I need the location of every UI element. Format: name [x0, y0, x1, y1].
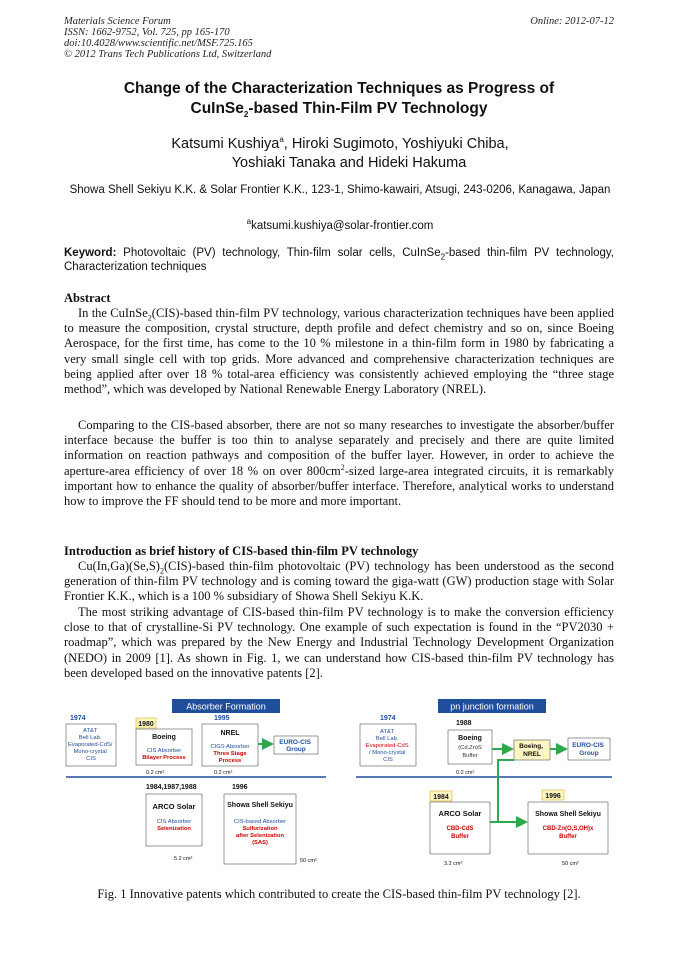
showa-sub: after Selenization — [236, 833, 284, 839]
connector-arrow — [490, 760, 514, 822]
boeing-nrel-line: NREL — [523, 751, 541, 758]
figure-caption: Fig. 1 Innovative patents which contributed to create the CIS-based thin-film PV technology [2]. — [97, 887, 581, 901]
para-text: In the CuInSe — [78, 306, 148, 320]
year-label: 1996 — [232, 784, 248, 791]
euro-line: Group — [286, 746, 306, 753]
title-line1: Change of the Characterization Techniques as Progress of — [123, 80, 555, 97]
para-sub: 2 — [147, 313, 152, 323]
para-text: (CIS)-based thin-film photovoltaic (PV) technology has been understood as the second generation of thin-film PV technology and is coming toward the giga-watt (GW) production stage with Solar Frontier K.K., which is a 100 % subsidiary of Showa Shell Sekiyu K.K. — [64, 559, 614, 604]
intro-paragraph-2 — [64, 605, 614, 681]
nrel-label: NREL — [220, 730, 240, 737]
para-text: (CIS)-based thin-film PV technology, various characterization techniques have been applied to measure the composition, crystal structure, depth profile and defect chemistry and so on, since Boeing Aerospace, for the first time, has come to the 10 % milestone in a thin-film form in 1980 by fabricating a very small single cell with top grids. More advanced and comprehensive characterization techniques are being applied after over 18 % total-area efficiency was consistently achieved employing the “three stage method”, which was developed by National Renewable Energy Laboratory (NREL). — [64, 306, 614, 397]
arco-sub: CBD-CdS — [446, 826, 474, 832]
showa-sub: Buffer — [559, 834, 577, 840]
showa-sub: CIS-based Absorber — [233, 819, 287, 825]
email-address: katsumi.kushiya@solar-frontier.com — [251, 220, 434, 232]
arco-sub: Selenization — [157, 826, 191, 832]
showa-sub: CBD-Zn(O,S,OH)x — [542, 826, 594, 832]
pn-banner-text: pn junction formation — [450, 701, 534, 712]
para-text: The most striking advantage of CIS-based thin-film PV technology is to make the conversion efficiency close to that of crystalline-Si PV technology. One example of such expectation is found in the “PV2030 + roadmap”, which was prepared by the New Energy and Industrial Technology Development Organization (NEDO) in 2009 [1]. As shown in Fig. 1, we can understand how CIS-based thin-film PV technology has been developed based on the innovative patents [2]. — [64, 605, 614, 680]
keywords-sub: 2 — [440, 252, 446, 262]
att-line: Bell Lab. — [375, 736, 399, 742]
affiliation: Showa Shell Sekiyu K.K. & Solar Frontier K.K., 123-1, Shimo-kawairi, Atsugi, 243-0206, Kanagawa, Japan — [69, 184, 611, 196]
author-name: Katsumi Kushiya — [171, 136, 280, 152]
arco-sub: Buffer — [451, 834, 469, 840]
keywords-text: -based thin-film PV technology, Characterization techniques — [64, 247, 615, 273]
doi: doi:10.4028/www.scientific.net/MSF.725.165 — [64, 38, 253, 49]
showa-sub: Sulfurization — [242, 826, 278, 832]
att-line: Mono-crystal — [73, 749, 107, 755]
authors-line2: Yoshiaki Tanaka and Hideki Hakuma — [231, 155, 467, 171]
att-line: Evaporated-CdS/ — [67, 742, 113, 748]
arco-label: ARCO Solar — [152, 802, 196, 811]
att-line: CIS — [383, 757, 393, 763]
keywords-label: Keyword: — [64, 247, 117, 259]
abstract-paragraph-1 — [64, 306, 614, 397]
figure-1-diagram — [64, 692, 614, 880]
copyright: © 2012 Trans Tech Publications Ltd, Switzerland — [64, 49, 272, 60]
att-line: AT&T — [83, 728, 98, 734]
att-line: Evaporated-CdS — [365, 743, 409, 749]
year-label: 1995 — [214, 715, 230, 722]
boeing-nrel-line: Boeing, — [519, 743, 544, 750]
intro-paragraph-1 — [64, 559, 614, 605]
area-label: 0.2 cm² — [456, 770, 475, 776]
absorber-banner-text: Absorber Formation — [186, 701, 266, 712]
issn: ISSN: 1662-9752, Vol. 725, pp 165-170 — [64, 27, 230, 38]
figure-1 — [64, 692, 614, 880]
boeing-sub: CIS Absorber — [146, 748, 182, 754]
nrel-sub: CIGS Absorber — [210, 744, 250, 750]
year-label: 1974 — [380, 715, 396, 722]
email — [60, 218, 620, 234]
nrel-sub: Process — [218, 758, 242, 764]
authors-line1 — [60, 135, 620, 154]
showa-label: Showa Shell Sekiyu — [535, 811, 601, 818]
year-label: 1988 — [456, 720, 472, 727]
att-line: CIS — [86, 756, 96, 762]
area-label: 50 cm² — [300, 858, 317, 864]
abstract-paragraph-2 — [64, 418, 614, 509]
att-line: / Mono-crystal — [368, 750, 406, 756]
boeing-sub: Bilayer Process — [142, 755, 186, 761]
att-line: Bell Lab. — [78, 735, 102, 741]
boeing-sub: Buffer — [462, 753, 478, 759]
year-label: 1996 — [545, 793, 561, 800]
title-text: -based Thin-Film PV Technology — [248, 100, 488, 117]
boeing-sub: (Cd,Zn)S — [458, 745, 482, 751]
para-text: -sized large-area integrated circuits, it is remarkably important how to enhance the quality of absorber/buffer interface. Therefore, analytical works to understand how to improve the FF should tend to be more and more important. — [64, 463, 614, 509]
para-text: Comparing to the CIS-based absorber, there are not so many researches to investigate the absorber/buffer interface because the buffer is too thin to analyse separately and precisely and there are quite limited information on reaction pathways and composition of the buffer layer. However, in order to achieve the aperture-area efficiency of over 18 % on over 800cm — [64, 418, 614, 478]
title-text: CuInSe — [190, 100, 244, 117]
keywords-text: Photovoltaic (PV) technology, Thin-film solar cells, CuInSe — [116, 247, 441, 259]
area-label: 0.2 cm² — [146, 770, 165, 776]
author-names: , Hiroki Sugimoto, Yoshiyuki Chiba, — [283, 136, 509, 152]
boeing-label: Boeing — [458, 735, 482, 742]
email-sup: a — [246, 217, 252, 227]
area-label: 5.2 cm² — [174, 856, 193, 862]
online-date: Online: 2012-07-12 — [530, 16, 614, 27]
euro-line: EURO-CIS — [572, 742, 604, 749]
year-label: 1974 — [70, 715, 86, 722]
para-sub: 2 — [159, 566, 164, 576]
nrel-sub: Three Stage — [213, 751, 247, 757]
title-line2 — [40, 99, 638, 119]
journal-header — [64, 16, 271, 60]
paper-title — [40, 79, 638, 119]
arco-sub: CIS Absorber — [156, 819, 192, 825]
year-label: 1984 — [433, 794, 449, 801]
arco-label: ARCO Solar — [438, 809, 482, 818]
para-sup: 2 — [340, 462, 345, 472]
area-label: 0.2 cm² — [214, 770, 233, 776]
att-line: AT&T — [380, 729, 395, 735]
author-sup: a — [279, 135, 284, 145]
euro-line: Group — [579, 750, 599, 757]
authors — [60, 135, 620, 173]
showa-sub: (SAS) — [252, 840, 268, 846]
area-label: 3.2 cm² — [444, 861, 463, 867]
year-label: 1984,1987,1988 — [146, 784, 197, 791]
intro-heading: Introduction as brief history of CIS-based thin-film PV technology — [64, 544, 419, 558]
showa-label: Showa Shell Sekiyu — [227, 802, 293, 809]
abstract-heading: Abstract — [64, 291, 111, 305]
year-label: 1980 — [138, 721, 154, 728]
keywords — [64, 246, 614, 274]
area-label: 50 cm² — [562, 861, 579, 867]
euro-line: EURO-CIS — [279, 739, 311, 746]
boeing-label: Boeing — [152, 734, 176, 741]
title-sub: 2 — [243, 110, 249, 120]
journal-name: Materials Science Forum — [64, 16, 171, 27]
para-text: Cu(In,Ga)(Se,S) — [78, 559, 160, 573]
